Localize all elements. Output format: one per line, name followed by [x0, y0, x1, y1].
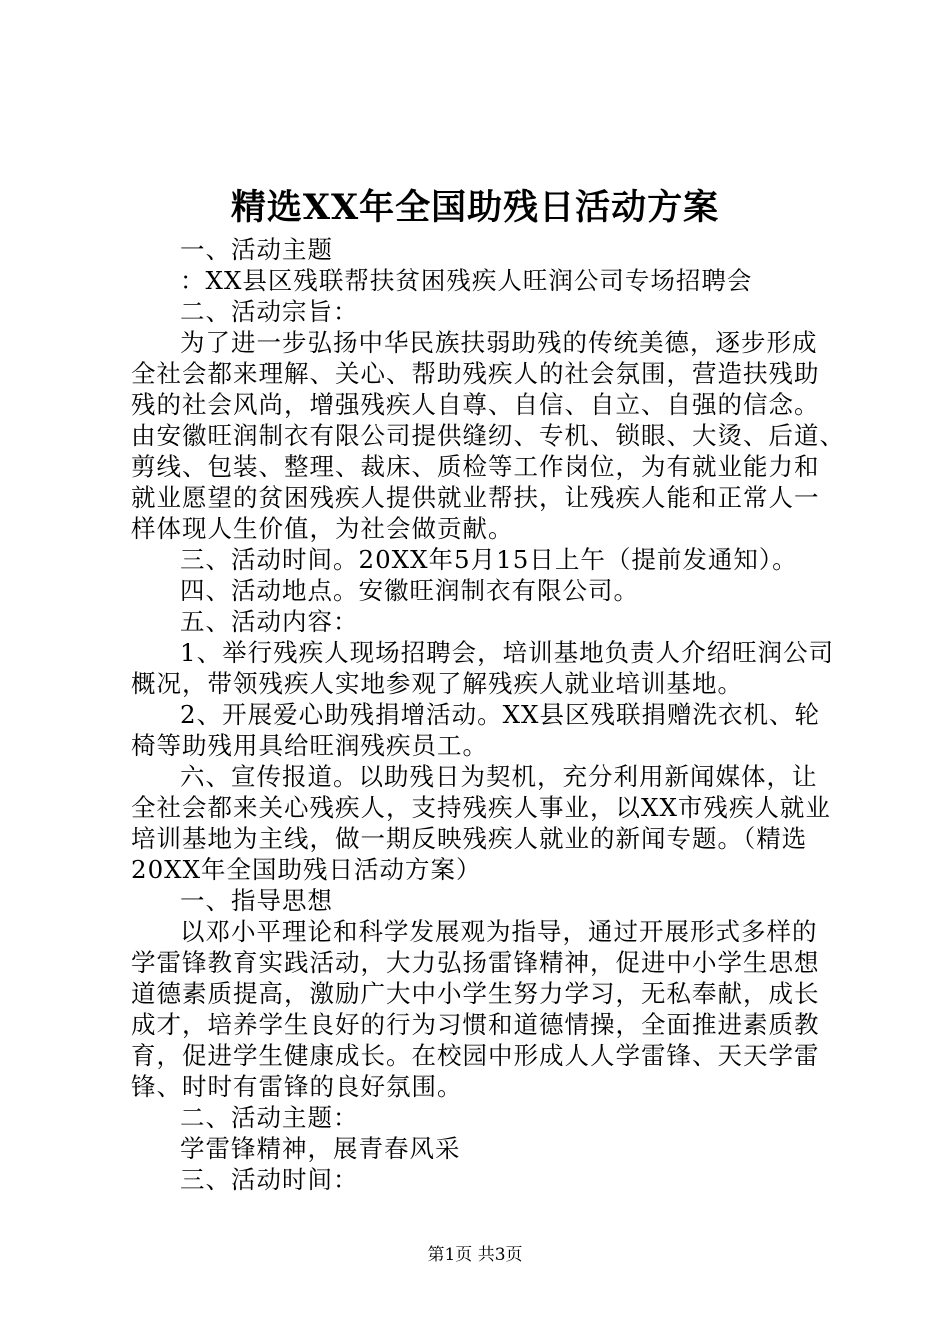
body-line: 2、开展爱心助残捐增活动。XX县区残联捐赠洗衣机、轮 [180, 700, 820, 729]
body-line: 道德素质提高，激励广大中小学生努力学习，无私奉献，成长 [131, 979, 820, 1008]
body-line: 二、活动宗旨： [180, 297, 359, 326]
body-line: 三、活动时间。20XX年5月15日上午（提前发通知）。 [180, 545, 798, 574]
body-line: 一、指导思想 [180, 886, 333, 915]
body-line: 由安徽旺润制衣有限公司提供缝纫、专机、锁眼、大烫、后道、 [131, 421, 845, 450]
document-title: 精选XX年全国助残日活动方案 [230, 187, 720, 228]
body-line: 二、活动主题： [180, 1103, 359, 1132]
body-line: ：XX县区残联帮扶贫困残疾人旺润公司专场招聘会 [180, 266, 753, 295]
body-line: 育，促进学生健康成长。在校园中形成人人学雷锋、天天学雷 [131, 1041, 820, 1070]
body-line: 学雷锋精神，展青春风采 [180, 1134, 461, 1163]
body-line: 学雷锋教育实践活动，大力弘扬雷锋精神，促进中小学生思想 [131, 948, 820, 977]
body-line: 概况，带领残疾人实地参观了解残疾人就业培训基地。 [131, 669, 743, 698]
body-line: 1、举行残疾人现场招聘会，培训基地负责人介绍旺润公司 [180, 638, 835, 667]
body-line: 六、宣传报道。以助残日为契机，充分利用新闻媒体，让 [180, 762, 818, 791]
body-line: 三、活动时间： [180, 1165, 359, 1194]
body-line: 锋、时时有雷锋的良好氛围。 [131, 1072, 463, 1101]
body-line: 椅等助残用具给旺润残疾员工。 [131, 731, 488, 760]
document-body [131, 234, 845, 1195]
body-line: 剪线、包装、整理、裁床、质检等工作岗位，为有就业能力和 [131, 452, 820, 481]
page-footer: 第1页 共3页 [427, 1245, 523, 1265]
body-line: 样体现人生价值，为社会做贡献。 [131, 514, 514, 543]
body-line: 四、活动地点。安徽旺润制衣有限公司。 [180, 576, 639, 605]
body-line: 20XX年全国助残日活动方案） [131, 855, 482, 884]
body-line: 一、活动主题 [180, 235, 333, 264]
body-line: 为了进一步弘扬中华民族扶弱助残的传统美德，逐步形成 [180, 328, 818, 357]
body-line: 培训基地为主线，做一期反映残疾人就业的新闻专题。（精选 [131, 824, 808, 853]
body-line: 全社会都来理解、关心、帮助残疾人的社会氛围，营造扶残助 [131, 359, 820, 388]
body-line: 成才，培养学生良好的行为习惯和道德情操，全面推进素质教 [131, 1010, 820, 1039]
body-line: 就业愿望的贫困残疾人提供就业帮扶，让残疾人能和正常人一 [131, 483, 820, 512]
body-line: 残的社会风尚，增强残疾人自尊、自信、自立、自强的信念。 [131, 390, 820, 419]
body-line: 以邓小平理论和科学发展观为指导，通过开展形式多样的 [180, 917, 818, 946]
body-line: 全社会都来关心残疾人，支持残疾人事业，以XX市残疾人就业 [131, 793, 831, 822]
body-line: 五、活动内容： [180, 607, 359, 636]
